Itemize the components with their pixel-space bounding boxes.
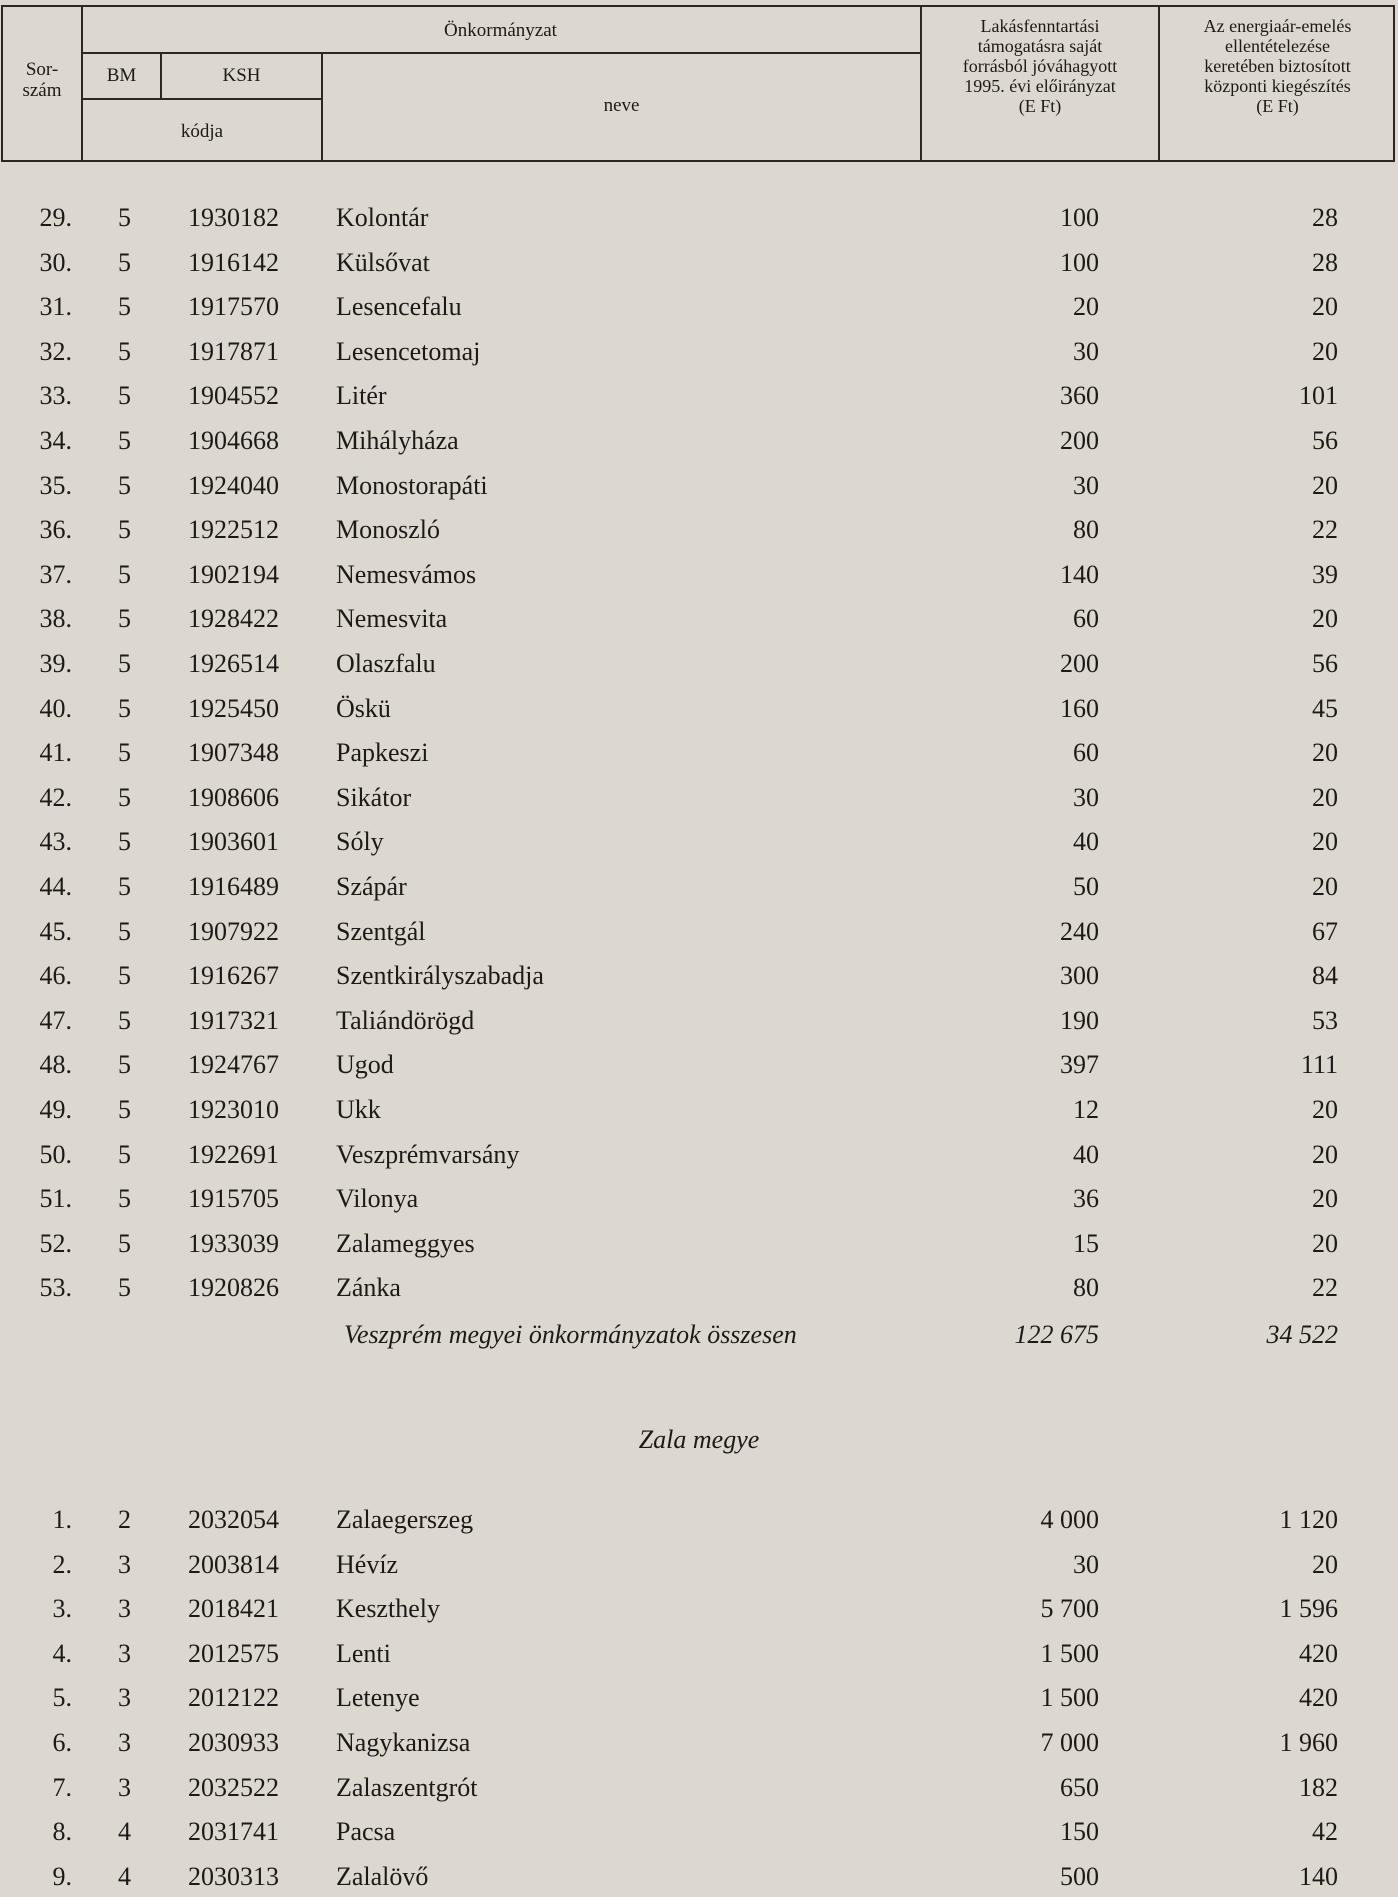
energy-compensation-value: 20 bbox=[1312, 1095, 1338, 1124]
bm-code: 5 bbox=[118, 336, 131, 366]
ksh-code: 1907348 bbox=[188, 738, 279, 768]
row-number: 7. bbox=[52, 1772, 72, 1802]
bm-code: 5 bbox=[118, 916, 131, 946]
ksh-code: 2003814 bbox=[188, 1549, 279, 1579]
energy-compensation-value: 182 bbox=[1299, 1772, 1338, 1802]
table-row bbox=[0, 332, 1398, 372]
ksh-code: 1916142 bbox=[188, 247, 279, 277]
row-number: 1. bbox=[52, 1505, 72, 1534]
row-number: 33. bbox=[39, 381, 72, 411]
header-ksh: KSH bbox=[222, 65, 261, 86]
housing-support-value: 500 bbox=[1060, 1861, 1099, 1891]
energy-compensation-value: 420 bbox=[1299, 1683, 1338, 1713]
municipality-name: Zalalövő bbox=[336, 1861, 429, 1891]
ksh-code: 1926514 bbox=[188, 649, 279, 678]
energy-compensation-value: 28 bbox=[1312, 247, 1338, 277]
bm-code: 5 bbox=[118, 1005, 131, 1035]
municipality-name: Zalaegerszeg bbox=[336, 1505, 474, 1534]
housing-support-value: 40 bbox=[1073, 1139, 1099, 1169]
table-row bbox=[0, 1589, 1398, 1629]
energy-compensation-value: 39 bbox=[1312, 559, 1338, 589]
row-number: 36. bbox=[39, 515, 72, 545]
ksh-code: 1903601 bbox=[188, 827, 279, 857]
energy-compensation-value: 140 bbox=[1299, 1861, 1338, 1891]
energy-compensation-value: 56 bbox=[1312, 649, 1338, 678]
bm-code: 5 bbox=[118, 515, 131, 545]
row-number: 47. bbox=[39, 1005, 72, 1035]
energy-compensation-value: 22 bbox=[1312, 1273, 1338, 1303]
bm-code: 5 bbox=[118, 827, 131, 857]
table-row bbox=[0, 1500, 1398, 1540]
table-row bbox=[0, 1135, 1398, 1175]
municipality-name: Ukk bbox=[336, 1095, 381, 1124]
ksh-code: 1917871 bbox=[188, 336, 279, 366]
municipality-name: Olaszfalu bbox=[336, 649, 436, 678]
bm-code: 2 bbox=[118, 1505, 131, 1534]
bm-code: 5 bbox=[118, 693, 131, 723]
table-header bbox=[1, 5, 1395, 162]
housing-support-value: 160 bbox=[1060, 693, 1099, 723]
table-row bbox=[0, 867, 1398, 907]
ksh-code: 2018421 bbox=[188, 1594, 279, 1624]
bm-code: 5 bbox=[118, 649, 131, 678]
table-row bbox=[0, 287, 1398, 327]
energy-compensation-value: 20 bbox=[1312, 782, 1338, 812]
row-number: 3. bbox=[52, 1594, 72, 1624]
ksh-code: 1933039 bbox=[188, 1228, 279, 1258]
energy-compensation-value: 20 bbox=[1312, 738, 1338, 768]
ksh-code: 2031741 bbox=[188, 1817, 279, 1847]
municipality-name: Letenye bbox=[336, 1683, 420, 1713]
bm-code: 5 bbox=[118, 782, 131, 812]
bm-code: 5 bbox=[118, 1139, 131, 1169]
municipality-name: Nemesvámos bbox=[336, 559, 477, 589]
municipality-name: Monostorapáti bbox=[336, 470, 488, 500]
municipality-name: Zánka bbox=[336, 1273, 401, 1303]
row-number: 45. bbox=[39, 916, 72, 946]
header-onkormanyzat: Önkormányzat bbox=[444, 20, 557, 41]
energy-compensation-value: 101 bbox=[1299, 381, 1338, 411]
energy-compensation-value: 111 bbox=[1300, 1050, 1338, 1080]
table-row bbox=[0, 689, 1398, 729]
housing-support-value: 1 500 bbox=[1040, 1638, 1099, 1668]
bm-code: 3 bbox=[118, 1594, 131, 1624]
municipality-name: Öskü bbox=[336, 693, 391, 723]
energy-compensation-value: 20 bbox=[1312, 1139, 1338, 1169]
bm-code: 3 bbox=[118, 1772, 131, 1802]
table-row bbox=[0, 1545, 1398, 1585]
row-number: 37. bbox=[39, 559, 72, 589]
housing-support-value: 30 bbox=[1073, 470, 1099, 500]
ksh-code: 1917321 bbox=[188, 1005, 279, 1035]
row-number: 46. bbox=[39, 961, 72, 991]
energy-compensation-value: 420 bbox=[1299, 1638, 1338, 1668]
energy-compensation-value: 1 960 bbox=[1279, 1728, 1338, 1757]
municipality-name: Zalaszentgrót bbox=[336, 1772, 478, 1802]
energy-compensation-value: 45 bbox=[1312, 693, 1338, 723]
row-number: 38. bbox=[39, 604, 72, 634]
table-row bbox=[0, 466, 1398, 506]
bm-code: 5 bbox=[118, 559, 131, 589]
ksh-code: 1908606 bbox=[188, 782, 279, 812]
row-number: 42. bbox=[39, 782, 72, 812]
energy-compensation-value: 67 bbox=[1312, 916, 1338, 946]
ksh-code: 1920826 bbox=[188, 1273, 279, 1303]
ksh-code: 2030313 bbox=[188, 1861, 279, 1891]
bm-code: 5 bbox=[118, 292, 131, 322]
row-number: 43. bbox=[39, 827, 72, 857]
housing-support-value: 150 bbox=[1060, 1817, 1099, 1847]
ksh-code: 2012575 bbox=[188, 1638, 279, 1668]
ksh-code: 1930182 bbox=[188, 203, 279, 232]
energy-compensation-value: 1 120 bbox=[1279, 1505, 1338, 1534]
energy-compensation-value: 22 bbox=[1312, 515, 1338, 545]
municipality-name: Zalameggyes bbox=[336, 1228, 475, 1258]
table-row bbox=[0, 243, 1398, 283]
housing-support-value: 4 000 bbox=[1040, 1505, 1099, 1534]
row-number: 41. bbox=[39, 738, 72, 768]
municipality-name: Vilonya bbox=[336, 1184, 419, 1214]
row-number: 48. bbox=[39, 1050, 72, 1080]
municipality-name: Külsővat bbox=[336, 247, 430, 277]
row-number: 40. bbox=[39, 693, 72, 723]
municipality-name: Taliándörögd bbox=[336, 1005, 475, 1035]
table-row bbox=[0, 599, 1398, 639]
row-number: 34. bbox=[39, 426, 72, 455]
bm-code: 5 bbox=[118, 1273, 131, 1303]
bm-code: 5 bbox=[118, 872, 131, 901]
energy-compensation-value: 28 bbox=[1312, 203, 1338, 232]
row-number: 44. bbox=[39, 872, 72, 901]
municipality-name: Szentkirályszabadja bbox=[336, 961, 544, 991]
ksh-code: 1916267 bbox=[188, 961, 279, 991]
table-row bbox=[0, 198, 1398, 238]
ksh-code: 1917570 bbox=[188, 292, 279, 322]
ksh-code: 1902194 bbox=[188, 559, 279, 589]
header-sorszam: Sor- szám bbox=[22, 59, 62, 101]
ksh-code: 2030933 bbox=[188, 1728, 279, 1757]
total-label: Veszprém megyei önkormányzatok összesen bbox=[344, 1320, 797, 1349]
municipality-name: Lesencetomaj bbox=[336, 336, 481, 366]
municipality-name: Veszprémvarsány bbox=[336, 1139, 520, 1169]
housing-support-value: 200 bbox=[1060, 649, 1099, 678]
row-number: 39. bbox=[39, 649, 72, 678]
bm-code: 3 bbox=[118, 1549, 131, 1579]
row-number: 31. bbox=[39, 292, 72, 322]
housing-support-value: 240 bbox=[1060, 916, 1099, 946]
row-number: 29. bbox=[39, 203, 72, 232]
energy-compensation-value: 20 bbox=[1312, 872, 1338, 901]
row-number: 53. bbox=[39, 1273, 72, 1303]
municipality-name: Hévíz bbox=[336, 1549, 399, 1579]
bm-code: 4 bbox=[118, 1817, 131, 1847]
energy-compensation-value: 56 bbox=[1312, 426, 1338, 455]
housing-support-value: 300 bbox=[1060, 961, 1099, 991]
ksh-code: 1925450 bbox=[188, 693, 279, 723]
table-row bbox=[0, 733, 1398, 773]
housing-support-value: 200 bbox=[1060, 426, 1099, 455]
municipality-name: Keszthely bbox=[336, 1594, 440, 1624]
bm-code: 3 bbox=[118, 1638, 131, 1668]
bm-code: 5 bbox=[118, 381, 131, 411]
housing-support-value: 30 bbox=[1073, 336, 1099, 366]
housing-support-value: 7 000 bbox=[1040, 1728, 1099, 1757]
header-lakasfenntartasi: Lakásfenntartási támogatásra saját forrásból jóváhagyott 1995. évi előirányzat (E Ft) bbox=[962, 16, 1118, 116]
energy-compensation-value: 20 bbox=[1312, 292, 1338, 322]
municipality-name: Lesencefalu bbox=[336, 292, 462, 322]
table-row bbox=[0, 956, 1398, 996]
table-row bbox=[0, 1001, 1398, 1041]
row-number: 35. bbox=[39, 470, 72, 500]
municipality-name: Szentgál bbox=[336, 916, 426, 946]
ksh-code: 1907922 bbox=[188, 916, 279, 946]
housing-support-value: 80 bbox=[1073, 515, 1099, 545]
municipality-name: Papkeszi bbox=[336, 738, 429, 768]
total-v1: 122 675 bbox=[1014, 1320, 1099, 1349]
ksh-code: 1924767 bbox=[188, 1050, 279, 1080]
table-row bbox=[0, 1634, 1398, 1674]
row-number: 32. bbox=[39, 336, 72, 366]
table-row bbox=[0, 555, 1398, 595]
table-row bbox=[0, 376, 1398, 416]
ksh-code: 1922691 bbox=[188, 1139, 279, 1169]
municipality-name: Nagykanizsa bbox=[336, 1728, 471, 1757]
table-row bbox=[0, 1224, 1398, 1264]
housing-support-value: 30 bbox=[1073, 782, 1099, 812]
housing-support-value: 100 bbox=[1060, 203, 1099, 232]
housing-support-value: 190 bbox=[1060, 1005, 1099, 1035]
housing-support-value: 650 bbox=[1060, 1772, 1099, 1802]
housing-support-value: 80 bbox=[1073, 1273, 1099, 1303]
table-row bbox=[0, 1723, 1398, 1763]
municipality-name: Pacsa bbox=[336, 1817, 396, 1847]
housing-support-value: 60 bbox=[1073, 738, 1099, 768]
municipality-name: Nemesvita bbox=[336, 604, 448, 634]
housing-support-value: 60 bbox=[1073, 604, 1099, 634]
municipality-name: Litér bbox=[336, 381, 387, 411]
row-number: 52. bbox=[39, 1228, 72, 1258]
ksh-code: 1904552 bbox=[188, 381, 279, 411]
table-row bbox=[0, 1090, 1398, 1130]
row-number: 4. bbox=[52, 1638, 72, 1668]
bm-code: 3 bbox=[118, 1728, 131, 1757]
housing-support-value: 140 bbox=[1060, 559, 1099, 589]
bm-code: 5 bbox=[118, 247, 131, 277]
housing-support-value: 36 bbox=[1073, 1184, 1099, 1214]
municipality-name: Lenti bbox=[336, 1638, 391, 1668]
bm-code: 5 bbox=[118, 961, 131, 991]
housing-support-value: 50 bbox=[1073, 872, 1099, 901]
header-neve: neve bbox=[603, 95, 640, 116]
section-title-zala: Zala megye bbox=[638, 1425, 760, 1454]
header-kodja: kódja bbox=[180, 121, 224, 142]
row-number: 30. bbox=[39, 247, 72, 277]
row-number: 6. bbox=[52, 1728, 72, 1757]
row-number: 5. bbox=[52, 1683, 72, 1713]
total-v2: 34 522 bbox=[1266, 1320, 1338, 1349]
municipality-name: Sóly bbox=[336, 827, 384, 857]
ksh-code: 1924040 bbox=[188, 470, 279, 500]
row-number: 51. bbox=[39, 1184, 72, 1214]
table-row bbox=[0, 1045, 1398, 1085]
table-row bbox=[0, 1812, 1398, 1852]
row-number: 9. bbox=[52, 1861, 72, 1891]
table-row bbox=[0, 421, 1398, 461]
ksh-code: 2032054 bbox=[188, 1505, 279, 1534]
table-row bbox=[0, 1768, 1398, 1808]
table-row bbox=[0, 1179, 1398, 1219]
energy-compensation-value: 20 bbox=[1312, 470, 1338, 500]
bm-code: 5 bbox=[118, 426, 131, 455]
energy-compensation-value: 84 bbox=[1312, 961, 1338, 991]
housing-support-value: 15 bbox=[1073, 1228, 1099, 1258]
header-energiaar: Az energiaár-emelés ellentételezése keretében biztosított központi kiegészítés (E Ft) bbox=[1203, 16, 1352, 116]
municipality-name: Kolontár bbox=[336, 203, 429, 232]
municipality-name: Monoszló bbox=[336, 515, 440, 545]
bm-code: 4 bbox=[118, 1861, 131, 1891]
energy-compensation-value: 53 bbox=[1312, 1005, 1338, 1035]
housing-support-value: 5 700 bbox=[1040, 1594, 1099, 1624]
ksh-code: 1915705 bbox=[188, 1184, 279, 1214]
municipality-name: Ugod bbox=[336, 1050, 394, 1080]
energy-compensation-value: 1 596 bbox=[1279, 1594, 1338, 1624]
row-number: 49. bbox=[39, 1095, 72, 1124]
bm-code: 3 bbox=[118, 1683, 131, 1713]
bm-code: 5 bbox=[118, 1184, 131, 1214]
housing-support-value: 1 500 bbox=[1040, 1683, 1099, 1713]
table-row bbox=[0, 1268, 1398, 1308]
table-row bbox=[0, 510, 1398, 550]
ksh-code: 1916489 bbox=[188, 872, 279, 901]
table-row bbox=[0, 644, 1398, 684]
veszprem-total-row bbox=[0, 1315, 1398, 1355]
bm-code: 5 bbox=[118, 738, 131, 768]
energy-compensation-value: 20 bbox=[1312, 604, 1338, 634]
energy-compensation-value: 20 bbox=[1312, 1184, 1338, 1214]
energy-compensation-value: 20 bbox=[1312, 336, 1338, 366]
ksh-code: 2012122 bbox=[188, 1683, 279, 1713]
table-row bbox=[0, 1678, 1398, 1718]
bm-code: 5 bbox=[118, 1050, 131, 1080]
table-row bbox=[0, 822, 1398, 862]
bm-code: 5 bbox=[118, 470, 131, 500]
energy-compensation-value: 20 bbox=[1312, 827, 1338, 857]
housing-support-value: 40 bbox=[1073, 827, 1099, 857]
bm-code: 5 bbox=[118, 1228, 131, 1258]
ksh-code: 2032522 bbox=[188, 1772, 279, 1802]
housing-support-value: 100 bbox=[1060, 247, 1099, 277]
table-row bbox=[0, 912, 1398, 952]
header-bm: BM bbox=[106, 65, 137, 86]
ksh-code: 1904668 bbox=[188, 426, 279, 455]
municipality-name: Mihályháza bbox=[336, 426, 459, 455]
energy-compensation-value: 20 bbox=[1312, 1549, 1338, 1579]
municipality-name: Sikátor bbox=[336, 782, 412, 812]
housing-support-value: 360 bbox=[1060, 381, 1099, 411]
bm-code: 5 bbox=[118, 203, 131, 232]
housing-support-value: 20 bbox=[1073, 292, 1099, 322]
row-number: 8. bbox=[52, 1817, 72, 1847]
bm-code: 5 bbox=[118, 1095, 131, 1124]
energy-compensation-value: 20 bbox=[1312, 1228, 1338, 1258]
bm-code: 5 bbox=[118, 604, 131, 634]
municipality-name: Szápár bbox=[336, 872, 407, 901]
table-row bbox=[0, 778, 1398, 818]
ksh-code: 1923010 bbox=[188, 1095, 279, 1124]
housing-support-value: 30 bbox=[1073, 1549, 1099, 1579]
housing-support-value: 397 bbox=[1060, 1050, 1099, 1080]
ksh-code: 1928422 bbox=[188, 604, 279, 634]
row-number: 50. bbox=[39, 1139, 72, 1169]
row-number: 2. bbox=[52, 1549, 72, 1579]
housing-support-value: 12 bbox=[1073, 1095, 1099, 1124]
ksh-code: 1922512 bbox=[188, 515, 279, 545]
energy-compensation-value: 42 bbox=[1312, 1817, 1338, 1847]
